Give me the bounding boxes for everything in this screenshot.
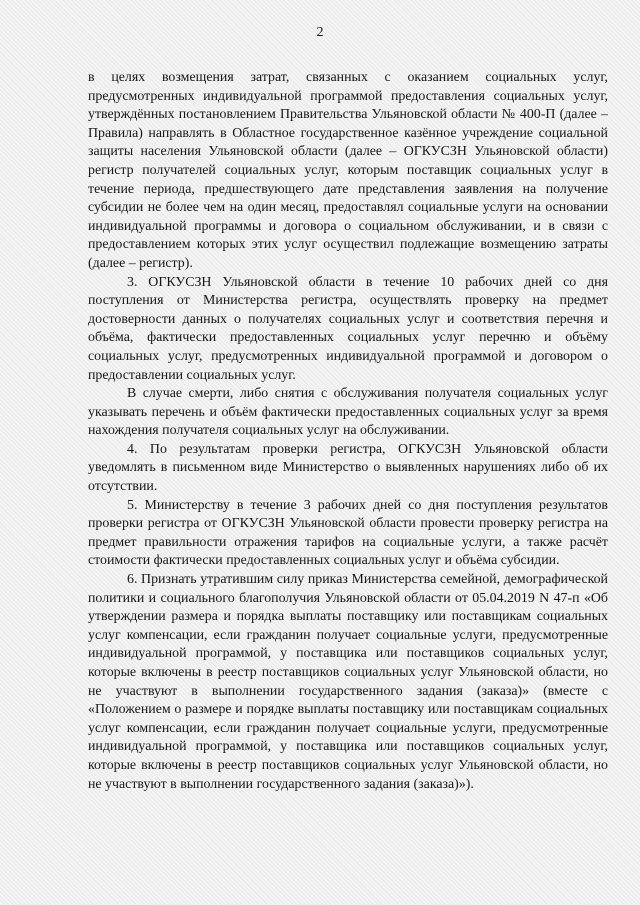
paragraph-item-3: 3. ОГКУСЗН Ульяновской области в течение 10 рабочих дней со дня поступления от Министерства регистра, осуществлять проверку на предмет достоверности данных о получателях социальных услуг и соответствия перечня и объёма, фактически предоставленных социальных услуг перечню и объёму социальных услуг, предусмотренных индивидуальной программой и договором о предоставлении социальных услуг. [88, 274, 608, 383]
paragraph-death-case: В случае смерти, либо снятия с обслуживания получателя социальных услуг указывать перечень и объём фактически предоставленных социальных услуг за время нахождения получателя социальных услуг на обслуживании. [88, 386, 608, 439]
paragraph-item-5: 5. Министерству в течение 3 рабочих дней со дня поступления результатов проверки регистра от ОГКУСЗН Ульяновской области провести проверку регистра на предмет правильности отражения тарифов на социальные услуги, а также расчёт стоимости фактически предоставленных социальных услуг и объёма субсидии. [88, 497, 608, 569]
page-number: 2 [316, 25, 324, 40]
paragraph-continuation: в целях возмещения затрат, связанных с оказанием социальных услуг, предусмотренных индивидуальной программой предоставления социальных услуг, утверждённых постановлением Правительства Ульяновской области № 400-П (далее – Правила) направлять в Областное государственное казённое учреждение социальной защиты населения Ульяновской области (далее – ОГКУСЗН Ульяновской области) регистр получателей социальных услуг, которым поставщик социальных услуг в течение периода, предшествующего дате представления заявления на получение субсидии не более чем на один месяц, предоставлял социальные услуги на основании индивидуальной программы и договора о социальном обслуживании, и в связи с предоставлением которых этих услуг осуществил подлежащие возмещению затраты (далее – регистр). [88, 70, 608, 271]
document-body [88, 69, 608, 794]
paragraph-item-6: 6. Признать утратившим силу приказ Министерства семейной, демографической политики и социального благополучия Ульяновской области от 05.04.2019 N 47-п «Об утверждении размера и порядка выплаты поставщику или поставщикам социальных услуг компенсации, если гражданин получает социальные услуги, предусмотренные индивидуальной программой, у поставщика или поставщиков социальных услуг, которые включены в реестр поставщиков социальных услуг Ульяновской области, но не участвуют в выполнении государственного задания (заказа)» (вместе с «Положением о размере и порядке выплаты поставщику или поставщикам социальных услуг компенсации, если гражданин получает социальные услуги, предусмотренные индивидуальной программой, у поставщика или поставщиков социальных услуг, которые включены в реестр поставщиков социальных услуг Ульяновской области, но не участвуют в выполнении государственного задания (заказа)»). [88, 572, 608, 792]
paragraph-item-4: 4. По результатам проверки регистра, ОГКУСЗН Ульяновской области уведомлять в письменном виде Министерство о выявленных нарушениях либо об их отсутствии. [88, 441, 608, 495]
